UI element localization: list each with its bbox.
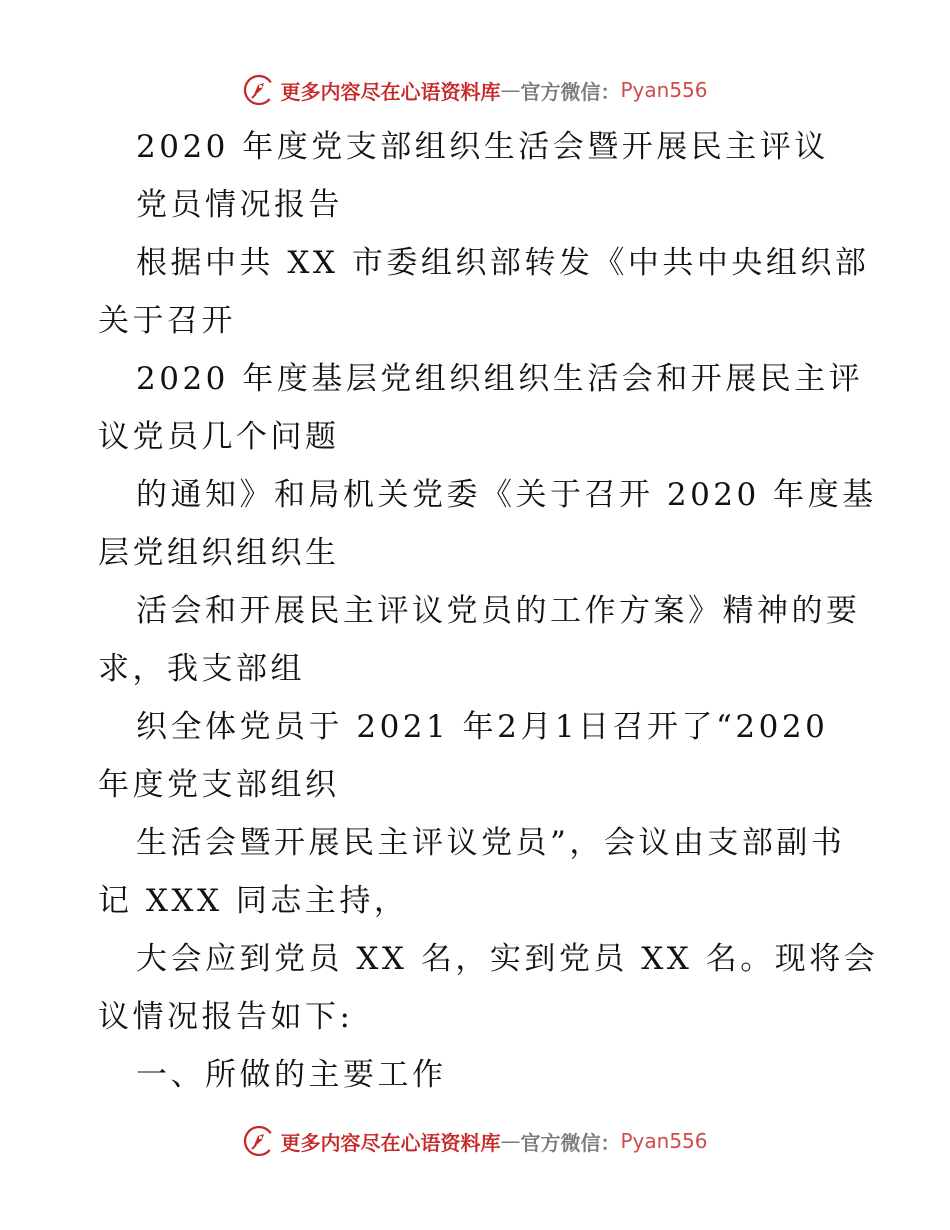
- watermark-label: 官方微信：: [520, 1130, 621, 1155]
- doc-line: 织全体党员于 2021 年2月1日召开了“2020: [136, 709, 829, 745]
- doc-line: 年度党支部组织: [98, 767, 340, 803]
- doc-line: 层党组织组织生: [98, 535, 340, 571]
- doc-line: 生活会暨开展民主评议党员”，会议由支部副书: [136, 825, 846, 861]
- header-watermark: [0, 70, 950, 110]
- doc-line: 的通知》和局机关党委《关于召开 2020 年度基: [136, 477, 877, 513]
- watermark-wechat-id: Pyan556: [620, 78, 708, 102]
- doc-line: 活会和开展民主评议党员的工作方案》精神的要: [136, 593, 861, 629]
- watermark-text: 更多内容尽在心语资料库: [280, 79, 501, 104]
- footer-watermark: [0, 1121, 950, 1161]
- doc-line: 党员情况报告: [136, 187, 343, 223]
- doc-line: 议情况报告如下:: [98, 999, 354, 1035]
- doc-line: 大会应到党员 XX 名，实到党员 XX 名。现将会: [136, 941, 879, 977]
- doc-line: 根据中共 XX 市委组织部转发《中共中央组织部: [136, 245, 870, 281]
- doc-line: 一、所做的主要工作: [136, 1057, 447, 1093]
- doc-line: 2020 年度党支部组织生活会暨开展民主评议: [136, 129, 829, 165]
- doc-line: 关于召开: [98, 303, 236, 339]
- doc-line: 记 XXX 同志主持，: [98, 883, 409, 919]
- pen-nib-circle-icon: [242, 73, 276, 107]
- watermark-label: 官方微信：: [520, 79, 621, 104]
- watermark-text: 更多内容尽在心语资料库: [280, 1130, 501, 1155]
- watermark-wechat-id: Pyan556: [620, 1129, 708, 1153]
- doc-line: 议党员几个问题: [98, 419, 340, 455]
- watermark-separator: —: [500, 78, 521, 102]
- doc-line: 2020 年度基层党组织组织生活会和开展民主评: [136, 361, 864, 397]
- doc-line: 求，我支部组: [98, 651, 305, 687]
- document-body: [98, 118, 879, 1104]
- watermark-separator: —: [500, 1129, 521, 1153]
- pen-nib-circle-icon: [242, 1124, 276, 1158]
